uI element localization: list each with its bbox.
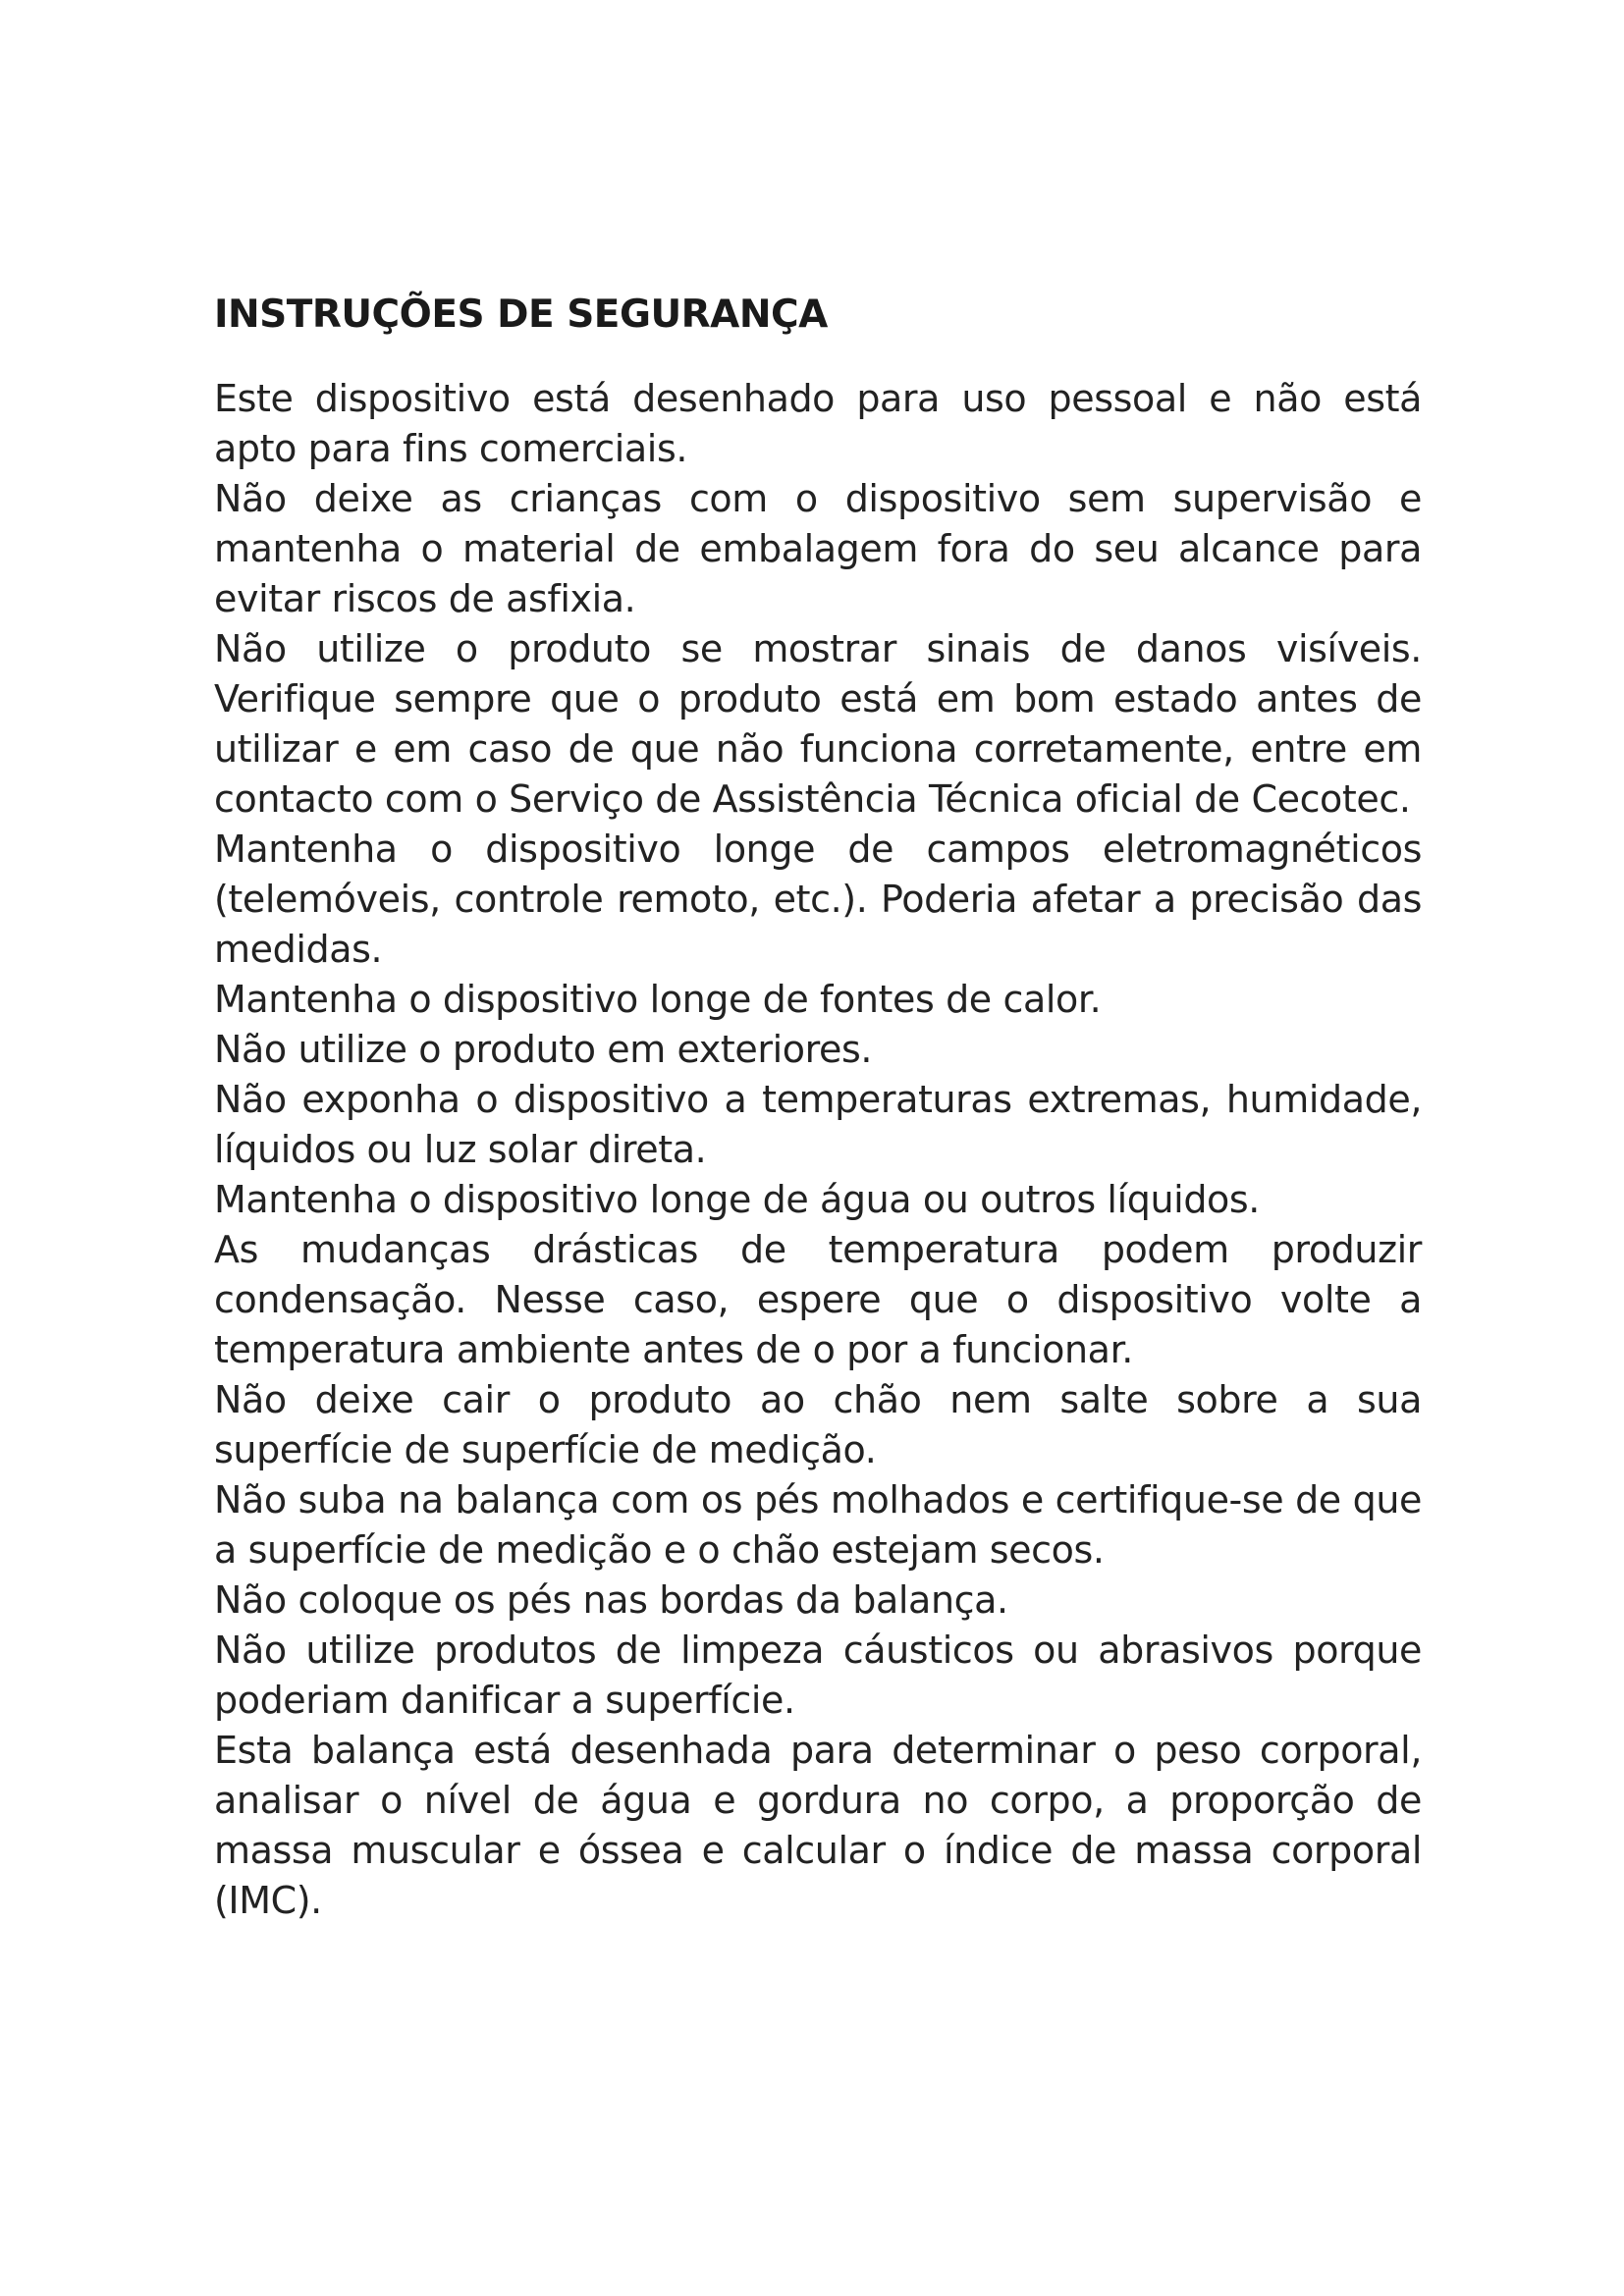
instruction-paragraph-9: As mudanças drásticas de temperatura podem produzir condensação. Nesse caso, espere que o dispositivo volte a temperatura ambiente antes de o por a funcionar. bbox=[214, 1228, 1422, 1371]
instruction-paragraph-14: Esta balança está desenhada para determinar o peso corporal, analisar o nível de água e gordura no corpo, a proporção de massa muscular e óssea e calcular o índice de massa corporal (IMC). bbox=[214, 1729, 1422, 1922]
instruction-paragraph-10: Não deixe cair o produto ao chão nem salte sobre a sua superfície de superfície de medição. bbox=[214, 1378, 1422, 1471]
instruction-paragraph-3: Não utilize o produto se mostrar sinais de danos visíveis. Verifique sempre que o produto está em bom estado antes de utilizar e em caso de que não funciona corretamente, entre em contacto com o Serviço de Assistência Técnica oficial de Cecotec. bbox=[214, 627, 1422, 821]
instruction-paragraph-11: Não suba na balança com os pés molhados e certifique-se de que a superfície de medição e o chão estejam secos. bbox=[214, 1478, 1422, 1572]
instruction-paragraph-6: Não utilize o produto em exteriores. bbox=[214, 1028, 873, 1071]
instruction-paragraph-13: Não utilize produtos de limpeza cáusticos ou abrasivos porque poderiam danificar a superfície. bbox=[214, 1629, 1422, 1722]
instruction-paragraph-1: Este dispositivo está desenhado para uso pessoal e não está apto para fins comerciais. bbox=[214, 377, 1422, 470]
instruction-paragraph-4: Mantenha o dispositivo longe de campos eletromagnéticos (telemóveis, controle remoto, etc.). Poderia afetar a precisão das medidas. bbox=[214, 828, 1422, 971]
instruction-paragraph-7: Não exponha o dispositivo a temperaturas extremas, humidade, líquidos ou luz solar direta. bbox=[214, 1078, 1422, 1171]
instruction-paragraph-2: Não deixe as crianças com o dispositivo sem supervisão e mantenha o material de embalagem fora do seu alcance para evitar riscos de asfixia. bbox=[214, 477, 1422, 620]
section-title: INSTRUÇÕES DE SEGURANÇA bbox=[214, 293, 828, 337]
instruction-paragraph-12: Não coloque os pés nas bordas da balança. bbox=[214, 1578, 1008, 1622]
instruction-paragraph-8: Mantenha o dispositivo longe de água ou outros líquidos. bbox=[214, 1178, 1260, 1221]
safety-instructions-section bbox=[214, 288, 1422, 1926]
instruction-paragraph-5: Mantenha o dispositivo longe de fontes de calor. bbox=[214, 978, 1102, 1021]
